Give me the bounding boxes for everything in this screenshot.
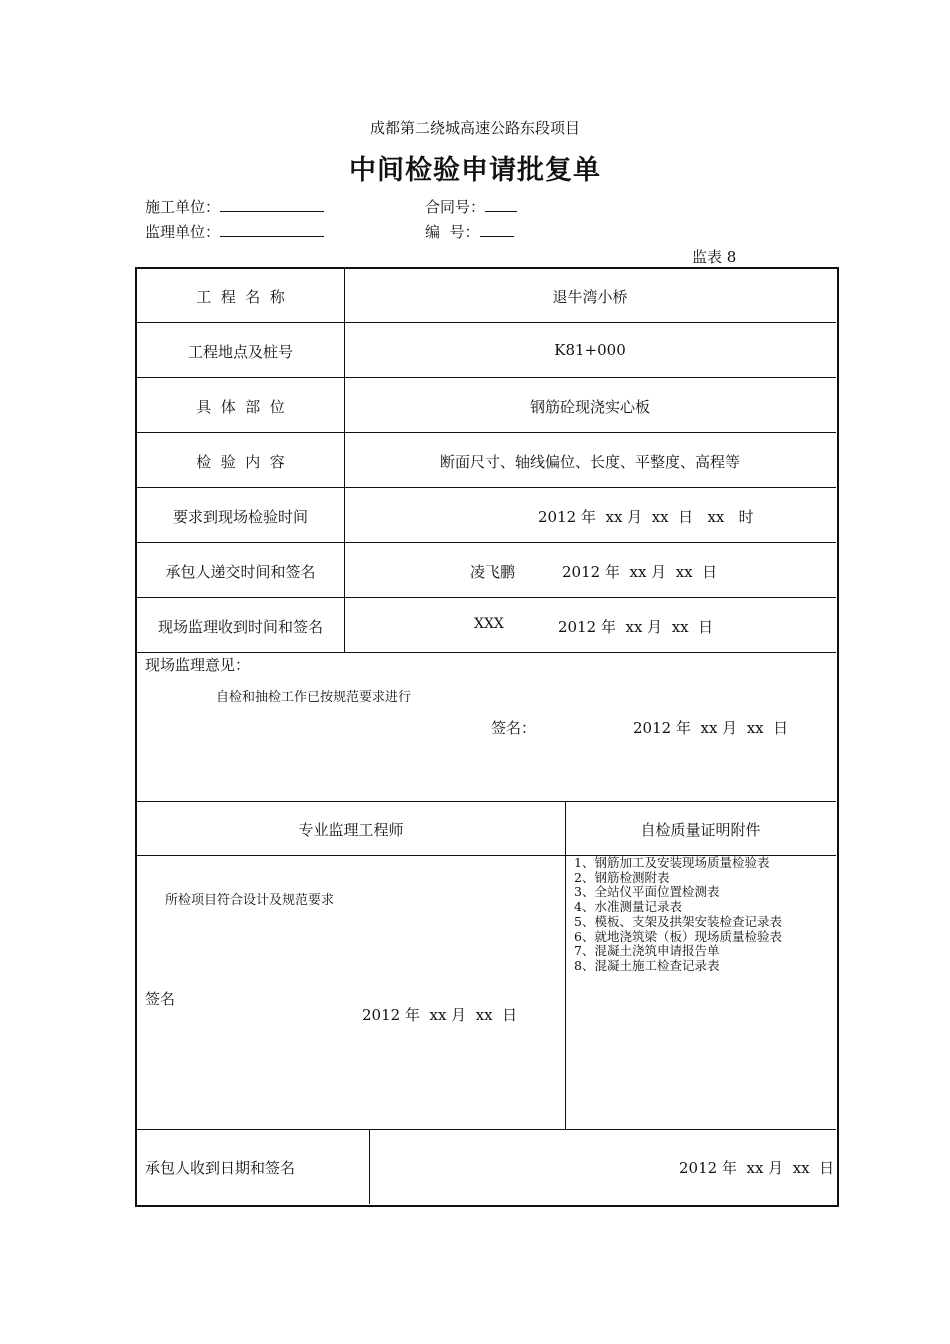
project-name-label: 工 程 名 称 (196, 288, 285, 306)
requested-time-label: 要求到现场检验时间 (172, 508, 308, 526)
contractor-signer: 凌飞鹏 (470, 563, 516, 581)
contract-no-label: 合同号： (425, 198, 486, 216)
inspection-content-value: 断面尺寸、轴线偏位、长度、平整度、高程等 (439, 453, 740, 471)
column-divider (369, 1129, 370, 1204)
list-item: 1、钢筋加工及安装现场质量检验表 (574, 855, 770, 870)
engineer-date: 2012 年 xx 月 xx 日 (362, 1006, 518, 1024)
form-code: 监表 8 (692, 248, 737, 266)
construction-unit-field (145, 196, 324, 217)
supervisor-signer: XXX (474, 616, 504, 632)
construction-unit-label: 施工单位： (145, 198, 221, 216)
row-divider (136, 487, 836, 488)
row-divider (136, 597, 836, 598)
project-name-value: 退牛湾小桥 (552, 288, 628, 306)
supervisor-receipt-date: 2012 年 xx 月 xx 日 (558, 618, 714, 636)
row-divider (136, 801, 836, 802)
site-opinion-sign-label: 签名： (491, 719, 537, 737)
list-item: 7、混凝土浇筑申请报告单 (574, 943, 720, 959)
contractor-submit-date: 2012 年 xx 月 xx 日 (562, 563, 718, 581)
specific-part-label: 具 体 部 位 (196, 398, 285, 416)
list-item: 8、混凝土施工检查记录表 (574, 957, 720, 973)
contractor-receipt-label: 承包人收到日期和签名 (145, 1159, 296, 1177)
row-divider (136, 377, 836, 378)
list-item: 3、全站仪平面位置检测表 (574, 884, 720, 900)
list-item: 2、钢筋检测附表 (574, 869, 670, 885)
supervisor-receipt-label: 现场监理收到时间和签名 (157, 618, 323, 636)
specific-part-value: 钢筋砼现浇实心板 (529, 398, 650, 416)
form-title: 中间检验申请批复单 (349, 155, 601, 186)
project-name: 成都第二绕城高速公路东段项目 (369, 119, 580, 137)
supervision-unit-label: 监理单位： (145, 223, 221, 241)
contractor-submit-label: 承包人递交时间和签名 (165, 563, 316, 581)
row-divider (136, 652, 836, 653)
engineer-opinion: 所检项目符合设计及规范要求 (165, 893, 335, 908)
site-opinion-date: 2012 年 xx 月 xx 日 (633, 719, 789, 737)
site-opinion-label: 现场监理意见： (145, 656, 251, 674)
contract-no-field (425, 196, 517, 217)
construction-unit-blank (220, 196, 324, 212)
requested-time-value: 2012 年 xx 月 xx 日 xx 时 (538, 508, 754, 526)
column-divider (565, 801, 566, 1130)
list-item: 5、模板、支架及拱架安装检查记录表 (574, 913, 782, 929)
contract-no-blank (485, 196, 517, 212)
attachments-header: 自检质量证明附件 (640, 821, 761, 839)
serial-no-blank (480, 221, 514, 237)
site-opinion-text: 自检和抽检工作已按规范要求进行 (216, 690, 412, 705)
engineer-sign-label: 签名 (145, 990, 176, 1008)
supervision-unit-blank (220, 221, 324, 237)
engineer-header: 专业监理工程师 (298, 821, 404, 839)
row-divider (136, 432, 836, 433)
location-value: K81+000 (554, 341, 626, 359)
location-label: 工程地点及桩号 (187, 343, 293, 361)
inspection-content-label: 检 验 内 容 (196, 453, 285, 471)
row-divider (136, 1129, 836, 1130)
contractor-receipt-date: 2012 年 xx 月 xx 日 (679, 1159, 835, 1177)
serial-no-field (425, 221, 514, 242)
serial-no-label: 编 号： (425, 223, 480, 241)
row-divider (136, 542, 836, 543)
list-item: 6、就地浇筑梁（板）现场质量检验表 (574, 928, 782, 944)
supervision-unit-field (145, 221, 324, 242)
list-item: 4、水准测量记录表 (574, 899, 682, 915)
row-divider (136, 322, 836, 323)
attachments-list (574, 856, 782, 974)
